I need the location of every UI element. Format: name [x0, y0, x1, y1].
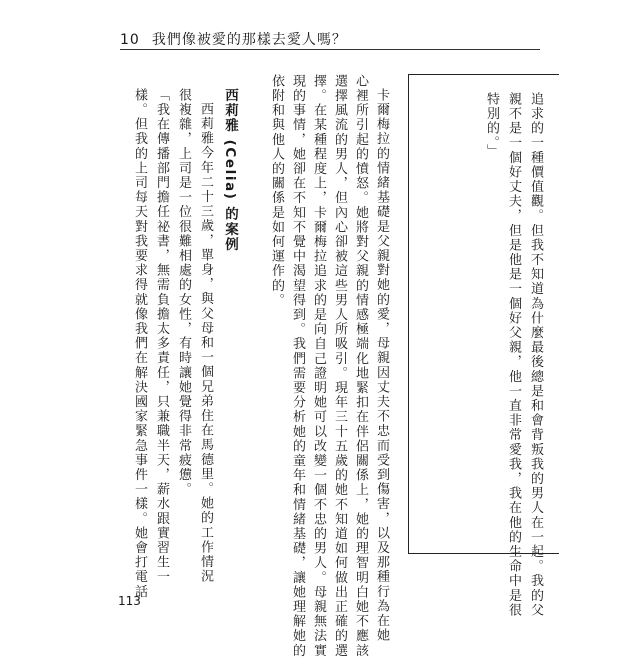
- chapter-number: 10: [120, 32, 140, 48]
- page-number: 113: [118, 594, 141, 608]
- case-text-line: 西莉雅今年二十三歲，單身，與父母和一個兄弟住在馬德里。她的工作情況: [198, 102, 213, 584]
- chapter-title: 我們像被愛的那樣去愛人嗎？: [151, 32, 347, 48]
- case-text-line: 很複雜，上司是一位很難相處的女性，有時讓她覺得非常疲憊。: [176, 88, 191, 497]
- body-paragraph-line: 選擇風流的男人，但內心卻被這些男人所吸引。現年三十五歲的她不知道如何做出正確的選: [332, 74, 347, 658]
- callout-line: 特別的。」: [484, 92, 499, 159]
- body-paragraph-line: 心裡所引起的憤怒。她將對父親的情感極端化地緊扣在伴侶關係上，她的理智明白她不應該: [353, 74, 368, 658]
- case-heading: 西莉雅 (Celia) 的案例: [222, 88, 238, 253]
- body-paragraph-line: 現的事情，她卻在不知不覺中渴望得到。我們需要分析她的童年和情緒基礎，讓她理解她的: [290, 74, 305, 658]
- body-paragraph-line: 擇。在某種程度上，卡爾梅拉追求的是向自己證明她可以改變一個不忠的男人。母親無法實: [311, 74, 326, 658]
- case-text-line: 「我在傳播部門擔任祕書，無需負擔太多責任，只兼職半天，薪水跟實習生一: [154, 88, 169, 585]
- body-paragraph-line: 卡爾梅拉的情緒基礎是父親對她的愛，母親因丈夫不忠而受到傷害，以及那種行為在她: [374, 88, 389, 643]
- callout-line: 追求的一種價值觀。但我不知道為什麼最後總是和會背叛我的男人在一起。我的父: [528, 92, 543, 618]
- header-divider: [120, 49, 540, 50]
- callout-line: 親不是一個好丈夫，但是他是一個好父親，他一直非常愛我，我在他的生命中是很: [506, 92, 521, 618]
- case-text-line: 樣。但我的上司每天對我要求得就像我們在解決國家緊急事件一樣。她會打電話: [132, 88, 147, 599]
- body-paragraph-line: 依附和與他人的關係是如何運作的。: [269, 74, 284, 308]
